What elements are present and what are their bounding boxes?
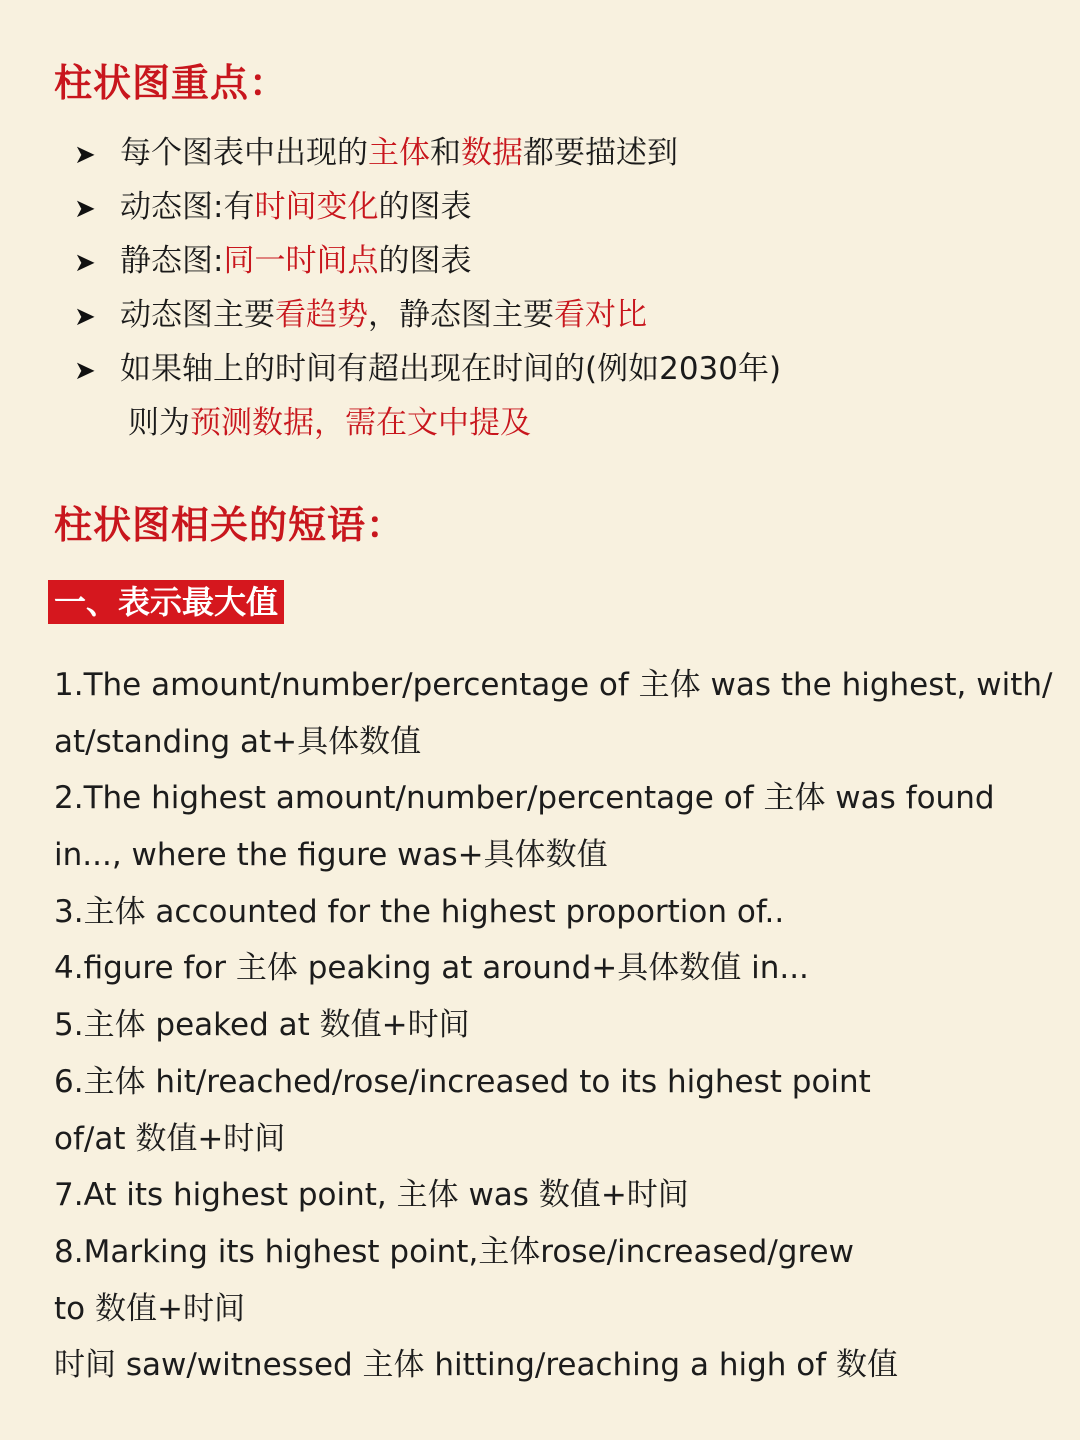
- plain-text: 动态图主要: [120, 297, 275, 333]
- arrow-bullet-icon: ➤: [74, 194, 96, 224]
- category-badge-max-value: 一、表示最大值: [48, 580, 284, 624]
- arrow-bullet-icon: ➤: [74, 302, 96, 332]
- phrase-line: 1.The amount/number/percentage of 主体 was the highest, with/: [54, 667, 1053, 703]
- highlighted-text: 同一时间点: [223, 243, 379, 279]
- phrase-line: 2.The highest amount/number/percentage of 主体 was found: [54, 780, 995, 817]
- plain-text: 都要描述到: [523, 135, 678, 171]
- phrase-line: to 数值+时间: [54, 1290, 245, 1327]
- key-point-item: [74, 126, 1034, 180]
- section-title-phrases: 柱状图相关的短语：: [54, 503, 406, 547]
- highlighted-text: 看对比: [554, 297, 647, 333]
- plain-text: 的图表: [378, 243, 472, 279]
- section-title-key-points: 柱状图重点：: [54, 61, 289, 105]
- phrase-line: at/standing at+具体数值: [54, 723, 422, 760]
- phrase-line: 3.主体 accounted for the highest proportion of..: [54, 893, 785, 930]
- phrase-line: 4.figure for 主体 peaking at around+具体数值 in...: [54, 950, 809, 987]
- phrase-line: 8.Marking its highest point,主体rose/increased/grew: [54, 1233, 854, 1270]
- key-points-list: [74, 126, 1034, 450]
- highlighted-text: 数据: [461, 135, 523, 171]
- phrase-line: of/at 数值+时间: [54, 1120, 286, 1157]
- arrow-bullet-icon: ➤: [74, 140, 96, 170]
- key-point-text: [120, 189, 471, 225]
- phrase-line: in..., where the figure was+具体数值: [54, 837, 608, 874]
- key-point-item: [74, 234, 1034, 288]
- highlighted-text: 预测数据，需在文中提及: [190, 405, 531, 441]
- key-point-item: [74, 180, 1034, 234]
- plain-text: ，静态图主要: [368, 297, 554, 333]
- phrase-list: [54, 657, 1053, 1394]
- plain-text: 的图表: [378, 189, 472, 225]
- arrow-bullet-icon: ➤: [74, 356, 96, 386]
- key-point-item: [74, 342, 1034, 396]
- key-point-text: [120, 135, 678, 171]
- phrase-line: 6.主体 hit/reached/rose/increased to its highest point: [54, 1063, 871, 1100]
- key-point-text: [120, 297, 647, 333]
- highlighted-text: 时间变化: [254, 189, 379, 225]
- arrow-bullet-icon: ➤: [74, 248, 96, 278]
- plain-text: 则为: [128, 405, 190, 441]
- plain-text: 动态图:有: [120, 189, 255, 225]
- plain-text: 如果轴上的时间有超出现在时间的(例如2030年): [120, 351, 782, 387]
- phrase-line: 5.主体 peaked at 数值+时间: [54, 1007, 470, 1044]
- key-point-continuation: [74, 396, 1034, 450]
- phrase-line: 时间 saw/witnessed 主体 hitting/reaching a high of 数值: [54, 1347, 898, 1384]
- plain-text: 和: [430, 135, 461, 171]
- key-point-item: [74, 288, 1034, 342]
- key-point-text: [120, 243, 471, 279]
- highlighted-text: 主体: [368, 135, 430, 171]
- phrase-line: 7.At its highest point, 主体 was 数值+时间: [54, 1177, 689, 1214]
- plain-text: 静态图:: [120, 243, 224, 279]
- plain-text: 每个图表中出现的: [120, 135, 368, 171]
- highlighted-text: 看趋势: [275, 297, 368, 333]
- key-point-text: [120, 351, 781, 387]
